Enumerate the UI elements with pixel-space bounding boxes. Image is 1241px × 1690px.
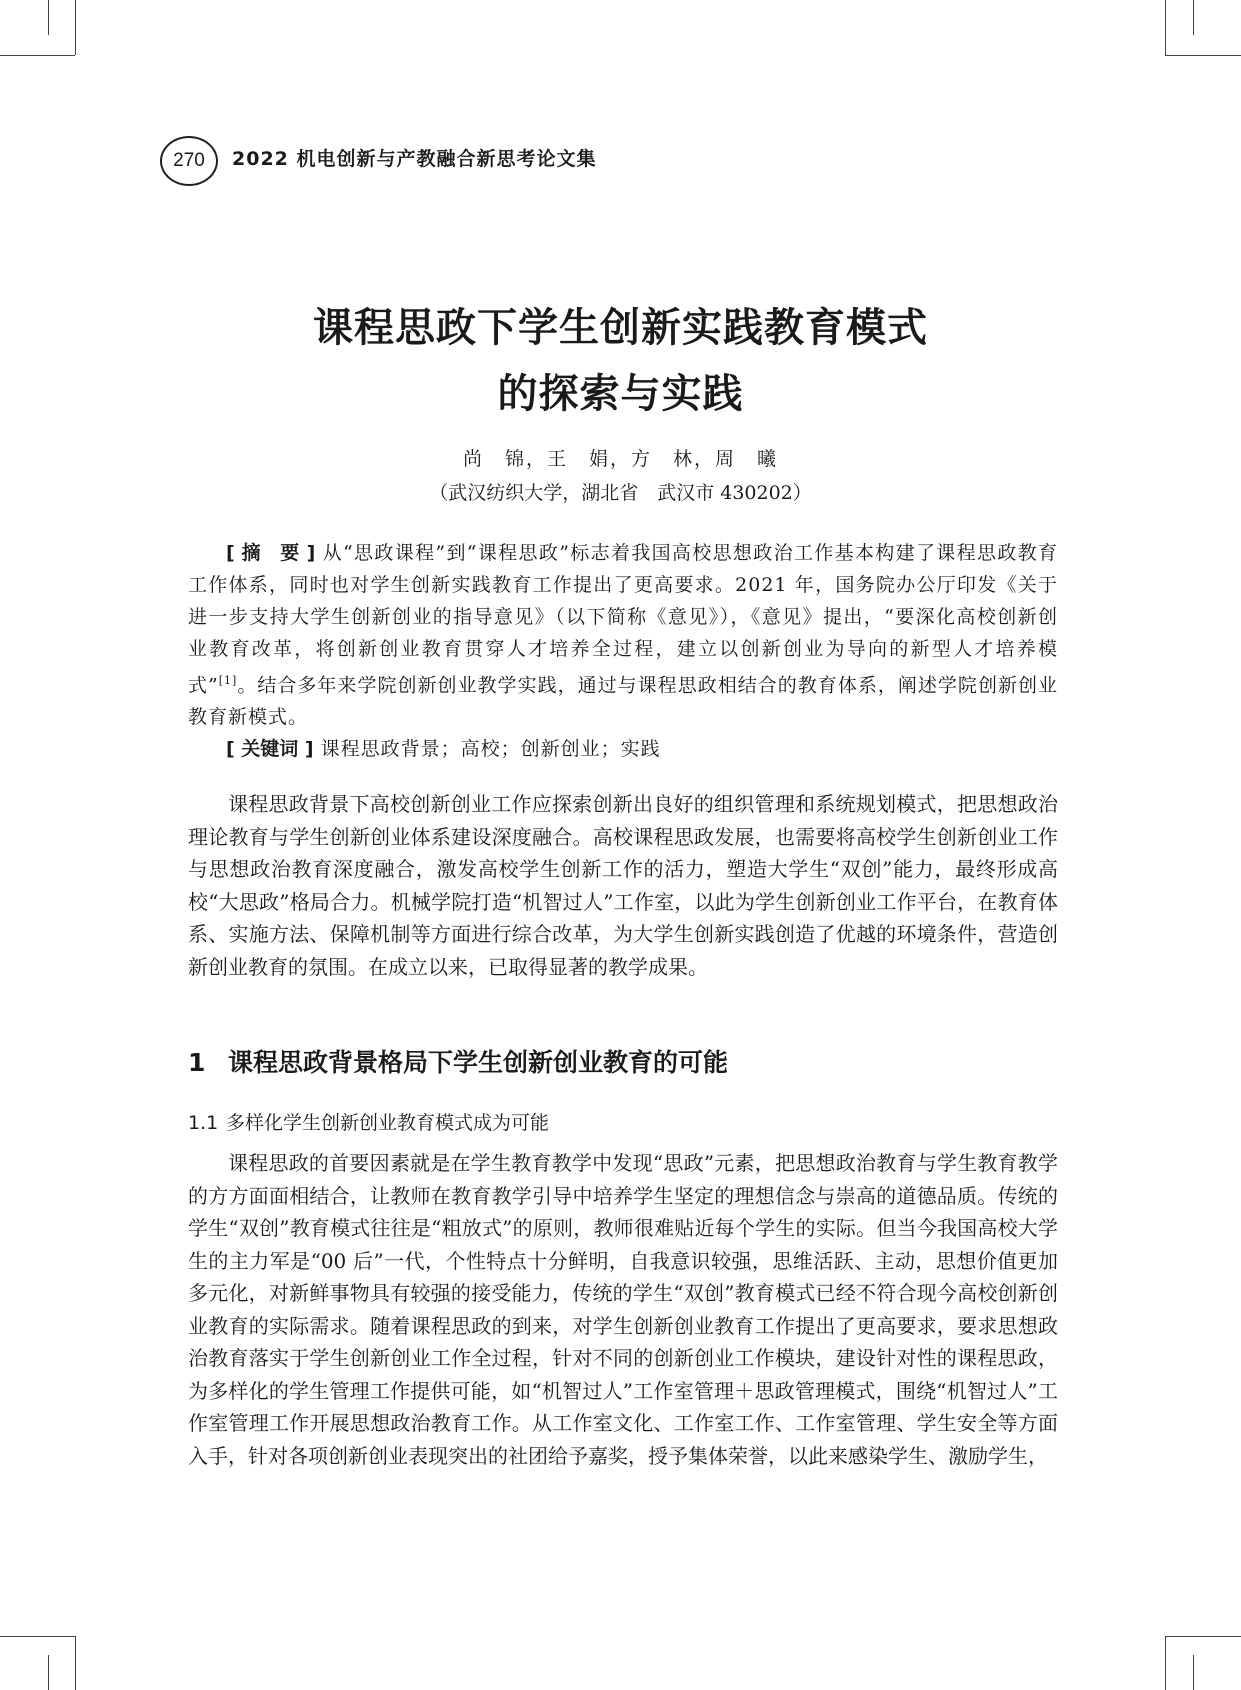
section-1-1-paragraph: 课程思政的首要因素就是在学生教育教学中发现“思政”元素，把思想政治教育与学生教育教学的方方面面相结合，让教师在教育教学引导中培养学生坚定的理想信念与崇高的道德品质。传统的学生“双创”教育模式往往是“粗放式”的原则，教师很难贴近每个学生的实际。但当今我国高校大学生的主力军是“00 后”一代，个性特点十分鲜明，自我意识较强，思维活跃、主动，思想价值更加多元化，对新鲜事物具有较强的接受能力，传统的学生“双创”教育模式已经不符合现今高校创新创业教育的实际需求。随着课程思政的到来，对学生创新创业教育工作提出了更高要求，要求思想政治教育落实于学生创新创业工作全过程，针对不同的创新创业工作模块，建设针对性的课程思政，为多样化的学生管理工作提供可能，如“机智过人”工作室管理＋思政管理模式，围绕“机智过人”工作室管理工作开展思想政治教育工作。从工作室文化、工作室工作、工作室管理、学生安全等方面入手，针对各项创新创业表现突出的社团给予嘉奖，授予集体荣誉，以此来感染学生、激励学生， (188, 1151, 1058, 1468)
crop-mark-bottom-left-v2 (48, 1655, 49, 1690)
crop-mark-top-left-v (75, 0, 76, 55)
crop-mark-top-left-v2 (48, 0, 49, 35)
crop-mark-bottom-right-v (1165, 1636, 1166, 1690)
subsection-title: 多样化学生创新创业教育模式成为可能 (226, 1112, 550, 1134)
author-list: 尚 锦，王 娟，方 林，周 曦 (462, 448, 778, 470)
keywords-text: 课程思政背景；高校；创新创业；实践 (320, 738, 661, 761)
crop-mark-top-right-v2 (1193, 0, 1194, 35)
subsection-number: 1.1 (188, 1112, 219, 1134)
keywords-line (188, 733, 1058, 765)
keywords-label: [ 关键词 ] (226, 738, 314, 761)
section-title: 课程思政背景格局下学生创新创业教育的可能 (228, 1048, 729, 1077)
subsection-heading-1-1 (188, 1108, 549, 1135)
affiliation: （武汉纺织大学，湖北省 武汉市 430202） (429, 482, 812, 504)
crop-mark-top-right-h (1165, 55, 1241, 56)
crop-mark-bottom-right-h (1165, 1636, 1241, 1637)
citation-ref: [1] (218, 674, 238, 687)
crop-mark-top-right-v (1165, 0, 1166, 55)
running-title: 2022 机电创新与产教融合新思考论文集 (232, 148, 597, 170)
abstract-text-2: 。结合多年来学院创新创业教学实践，通过与课程思政相结合的教育体系，阐述学院创新创业教育新模式。 (188, 674, 1058, 729)
abstract-label: [ 摘 要 ] (226, 542, 316, 564)
section-1-1-block (188, 1147, 1058, 1472)
abstract-paragraph (188, 537, 1058, 733)
page-number: 270 (160, 136, 218, 186)
abstract-block (188, 537, 1058, 765)
section-heading-1 (188, 1043, 728, 1079)
intro-block (188, 788, 1058, 983)
abstract-text-1: 从“思政课程”到“课程思政”标志着我国高校思想政治工作基本构建了课程思政教育工作体系，同时也对学生创新实践教育工作提出了更高要求。2021 年，国务院办公厅印发《关于进一步支持大学生创新创业的指导意见》（以下简称《意见》），《意见》提出，“要深化高校创新创业教育改革，将创新创业教育贯穿人才培养全过程，建立以创新创业为导向的新型人才培养模式” (188, 542, 1058, 697)
section-number: 1 (188, 1048, 206, 1077)
crop-mark-top-left-h (0, 55, 75, 56)
article-title-line-2: 的探索与实践 (497, 371, 744, 417)
crop-mark-bottom-right-v2 (1193, 1655, 1194, 1690)
crop-mark-bottom-left-v (75, 1636, 76, 1690)
crop-mark-bottom-left-h (0, 1636, 75, 1637)
intro-paragraph: 课程思政背景下高校创新创业工作应探索创新出良好的组织管理和系统规划模式，把思想政治理论教育与学生创新创业体系建设深度融合。高校课程思政发展，也需要将高校学生创新创业工作与思想政治教育深度融合，激发高校学生创新工作的活力，塑造大学生“双创”能力，最终形成高校“大思政”格局合力。机械学院打造“机智过人”工作室，以此为学生创新创业工作平台，在教育体系、实施方法、保障机制等方面进行综合改革，为大学生创新实践创造了优越的环境条件，营造创新创业教育的氛围。在成立以来，已取得显著的教学成果。 (188, 792, 1058, 979)
article-title-line-1: 课程思政下学生创新实践教育模式 (313, 305, 928, 351)
